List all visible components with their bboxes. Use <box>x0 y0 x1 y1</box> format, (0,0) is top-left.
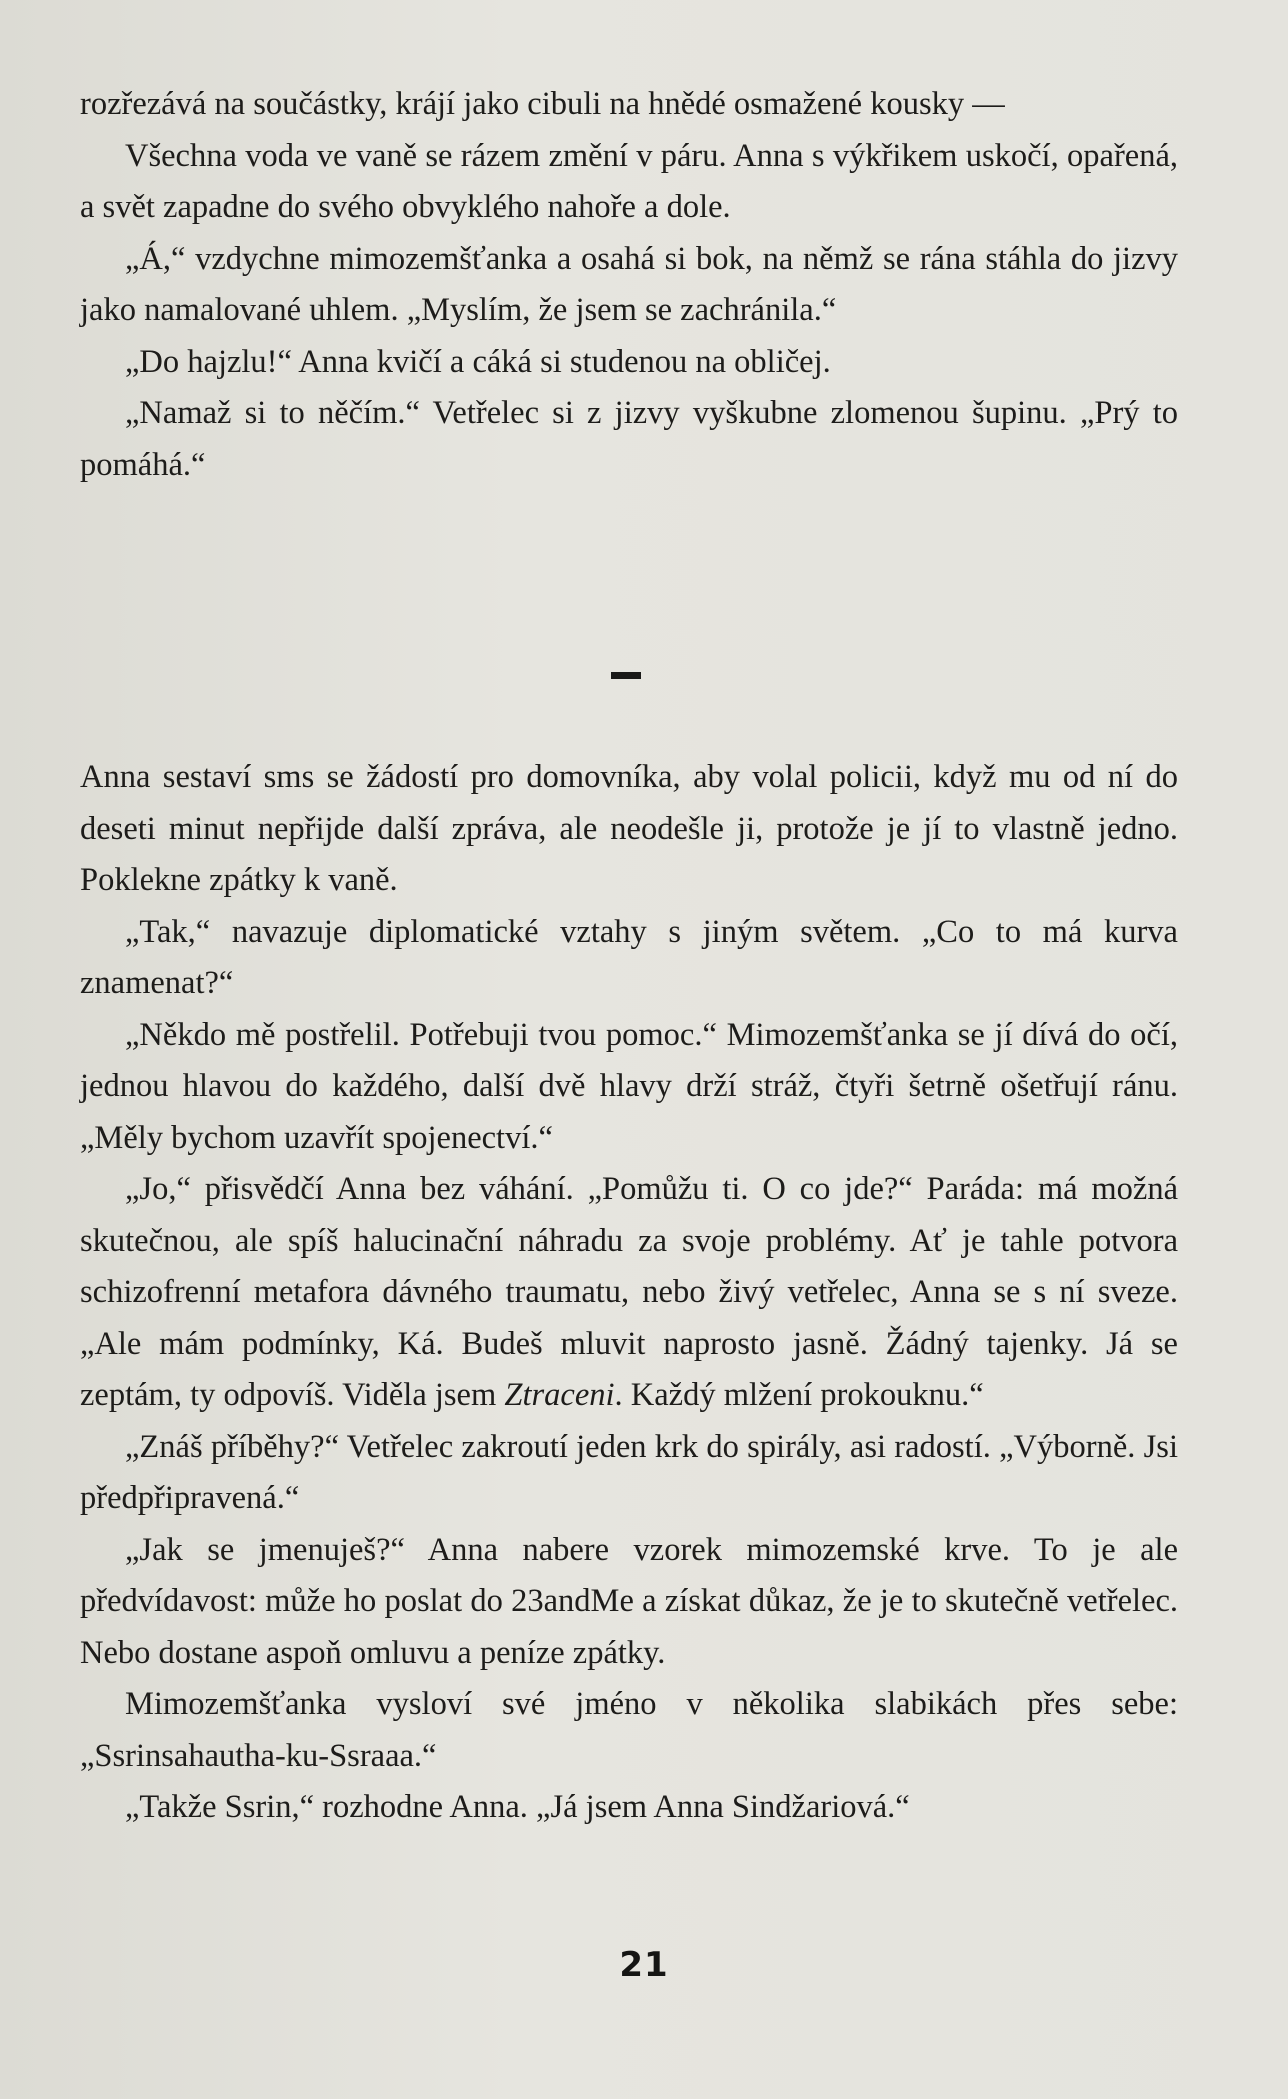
paragraph-text: . Každý mlžení prokouknu.“ <box>614 1377 984 1413</box>
paragraph: „Takže Ssrin,“ rozhodne Anna. „Já jsem Anna Sindžariová.“ <box>125 1789 910 1825</box>
text-block-bottom <box>80 752 1178 1834</box>
section-break-dash <box>611 672 641 679</box>
paragraph: Mimozemšťanka vysloví své jméno v několika slabikách přes sebe: „Ssrinsahautha-ku-Ssraaa.“ <box>80 1686 1178 1774</box>
paragraph: „Á,“ vzdychne mimozemšťanka a osahá si bok, na němž se rána stáhla do jizvy jako namalované uhlem. „Myslím, že jsem se zachránila.“ <box>80 240 1178 328</box>
paragraph: rozřezává na součástky, krájí jako cibuli na hnědé osmažené kousky — <box>80 86 1005 122</box>
paragraph <box>80 1164 1178 1422</box>
paragraph: „Do hajzlu!“ Anna kvičí a cáká si studenou na obličej. <box>125 343 831 380</box>
paragraph: „Tak,“ navazuje diplomatické vztahy s jiným světem. „Co to má kurva znamenat?“ <box>80 913 1178 1001</box>
paragraph: „Někdo mě postřelil. Potřebuji tvou pomoc.“ Mimozemšťanka se jí dívá do očí, jednou hlavou do každého, další dvě hlavy drží stráž, čtyři šetrně ošetřují ránu. „Měly bychom uzavřít spojenectví.“ <box>80 1016 1178 1156</box>
text-block-top <box>80 79 1178 491</box>
paragraph-text: „Jo,“ přisvědčí Anna bez váhání. „Pomůžu ti. O co jde?“ Paráda: má možná skutečnou, ale spíš halucinační náhradu za svoje problémy. Ať je tahle potvora schizofrenní metafora dávného traumatu, nebo živý vetřelec, Anna se s ní sveze. „Ale mám podmínky, Ká. Budeš mluvit naprosto jasně. Žádný tajenky. Já se zeptám, ty odpovíš. Viděla jsem <box>80 1171 1178 1413</box>
paragraph: „Namaž si to něčím.“ Vetřelec si z jizvy vyškubne zlomenou šupinu. „Prý to pomáhá.“ <box>80 395 1178 483</box>
italic-title: Ztraceni <box>504 1377 615 1413</box>
paragraph: „Jak se jmenuješ?“ Anna nabere vzorek mimozemské krve. To je ale předvídavost: může ho poslat do 23andMe a získat důkaz, že je to skutečně vetřelec. Nebo dostane aspoň omluvu a peníze zpátky. <box>80 1531 1178 1671</box>
paragraph: Všechna voda ve vaně se rázem změní v páru. Anna s výkřikem uskočí, opařená, a svět zapadne do svého obvyklého nahoře a dole. <box>80 137 1178 225</box>
page-number: 21 <box>619 1945 669 1985</box>
paragraph: „Znáš příběhy?“ Vetřelec zakroutí jeden krk do spirály, asi radostí. „Výborně. Jsi předpřipravená.“ <box>80 1428 1178 1516</box>
paragraph: Anna sestaví sms se žádostí pro domovníka, aby volal policii, když mu od ní do deseti minut nepřijde další zpráva, ale neodešle ji, protože je jí to vlastně jedno. Poklekne zpátky k vaně. <box>80 759 1178 898</box>
